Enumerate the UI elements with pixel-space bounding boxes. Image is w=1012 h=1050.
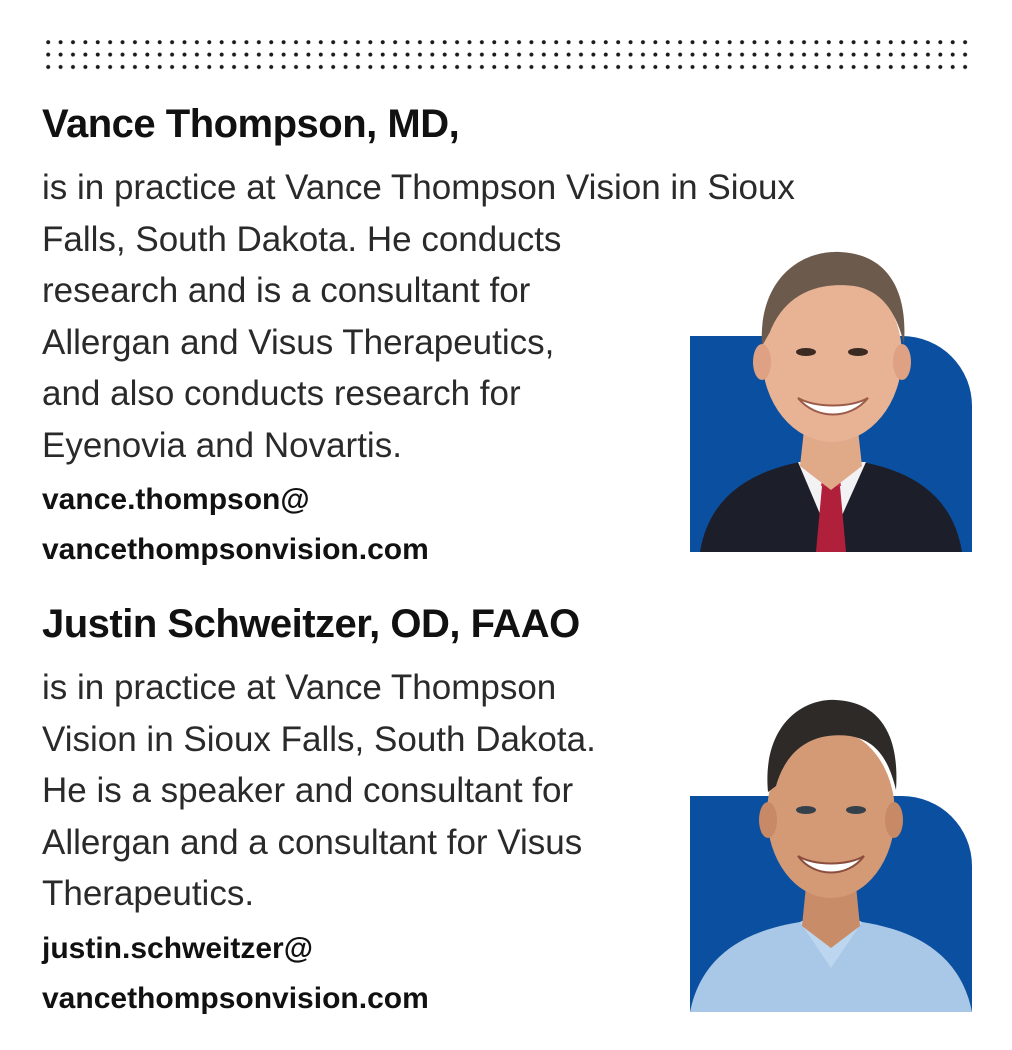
description-line: Eyenovia and Novartis.: [42, 425, 402, 465]
person-description: [42, 662, 596, 920]
portrait-illustration: [690, 240, 972, 552]
description-line: Vision in Sioux Falls, South Dakota.: [42, 719, 596, 759]
email-line: justin.schweitzer@: [42, 931, 313, 965]
person-email[interactable]: [42, 475, 795, 575]
bio-vance-thompson: [42, 100, 795, 575]
person-name: Justin Schweitzer, OD, FAAO: [42, 602, 580, 646]
dot-pattern-divider: [42, 36, 972, 74]
description-line: Therapeutics.: [42, 874, 255, 913]
description-line: Allergan and Visus Therapeutics,: [42, 322, 555, 362]
person-email[interactable]: [42, 924, 596, 1024]
bio-justin-schweitzer: [42, 600, 596, 1024]
description-line: research and is a consultant for: [42, 271, 531, 310]
description-line: Allergan and a consultant for Visus: [42, 822, 583, 862]
description-line: and also conducts research for: [42, 374, 521, 413]
email-line: vancethompsonvision.com: [42, 533, 429, 566]
person-description: [42, 162, 795, 471]
portrait-justin-schweitzer: [690, 690, 972, 1012]
description-line: is in practice at Vance Thompson Vision in Sioux: [42, 168, 795, 207]
portrait-vance-thompson: [690, 240, 972, 552]
description-line: is in practice at Vance Thompson: [42, 668, 557, 707]
portrait-illustration: [690, 690, 972, 1012]
email-line: vancethompsonvision.com: [42, 981, 429, 1015]
description-line: He is a speaker and consultant for: [42, 771, 574, 810]
email-line: vance.thompson@: [42, 483, 310, 516]
description-line: Falls, South Dakota. He conducts: [42, 219, 562, 259]
person-name: Vance Thompson, MD,: [42, 102, 460, 146]
